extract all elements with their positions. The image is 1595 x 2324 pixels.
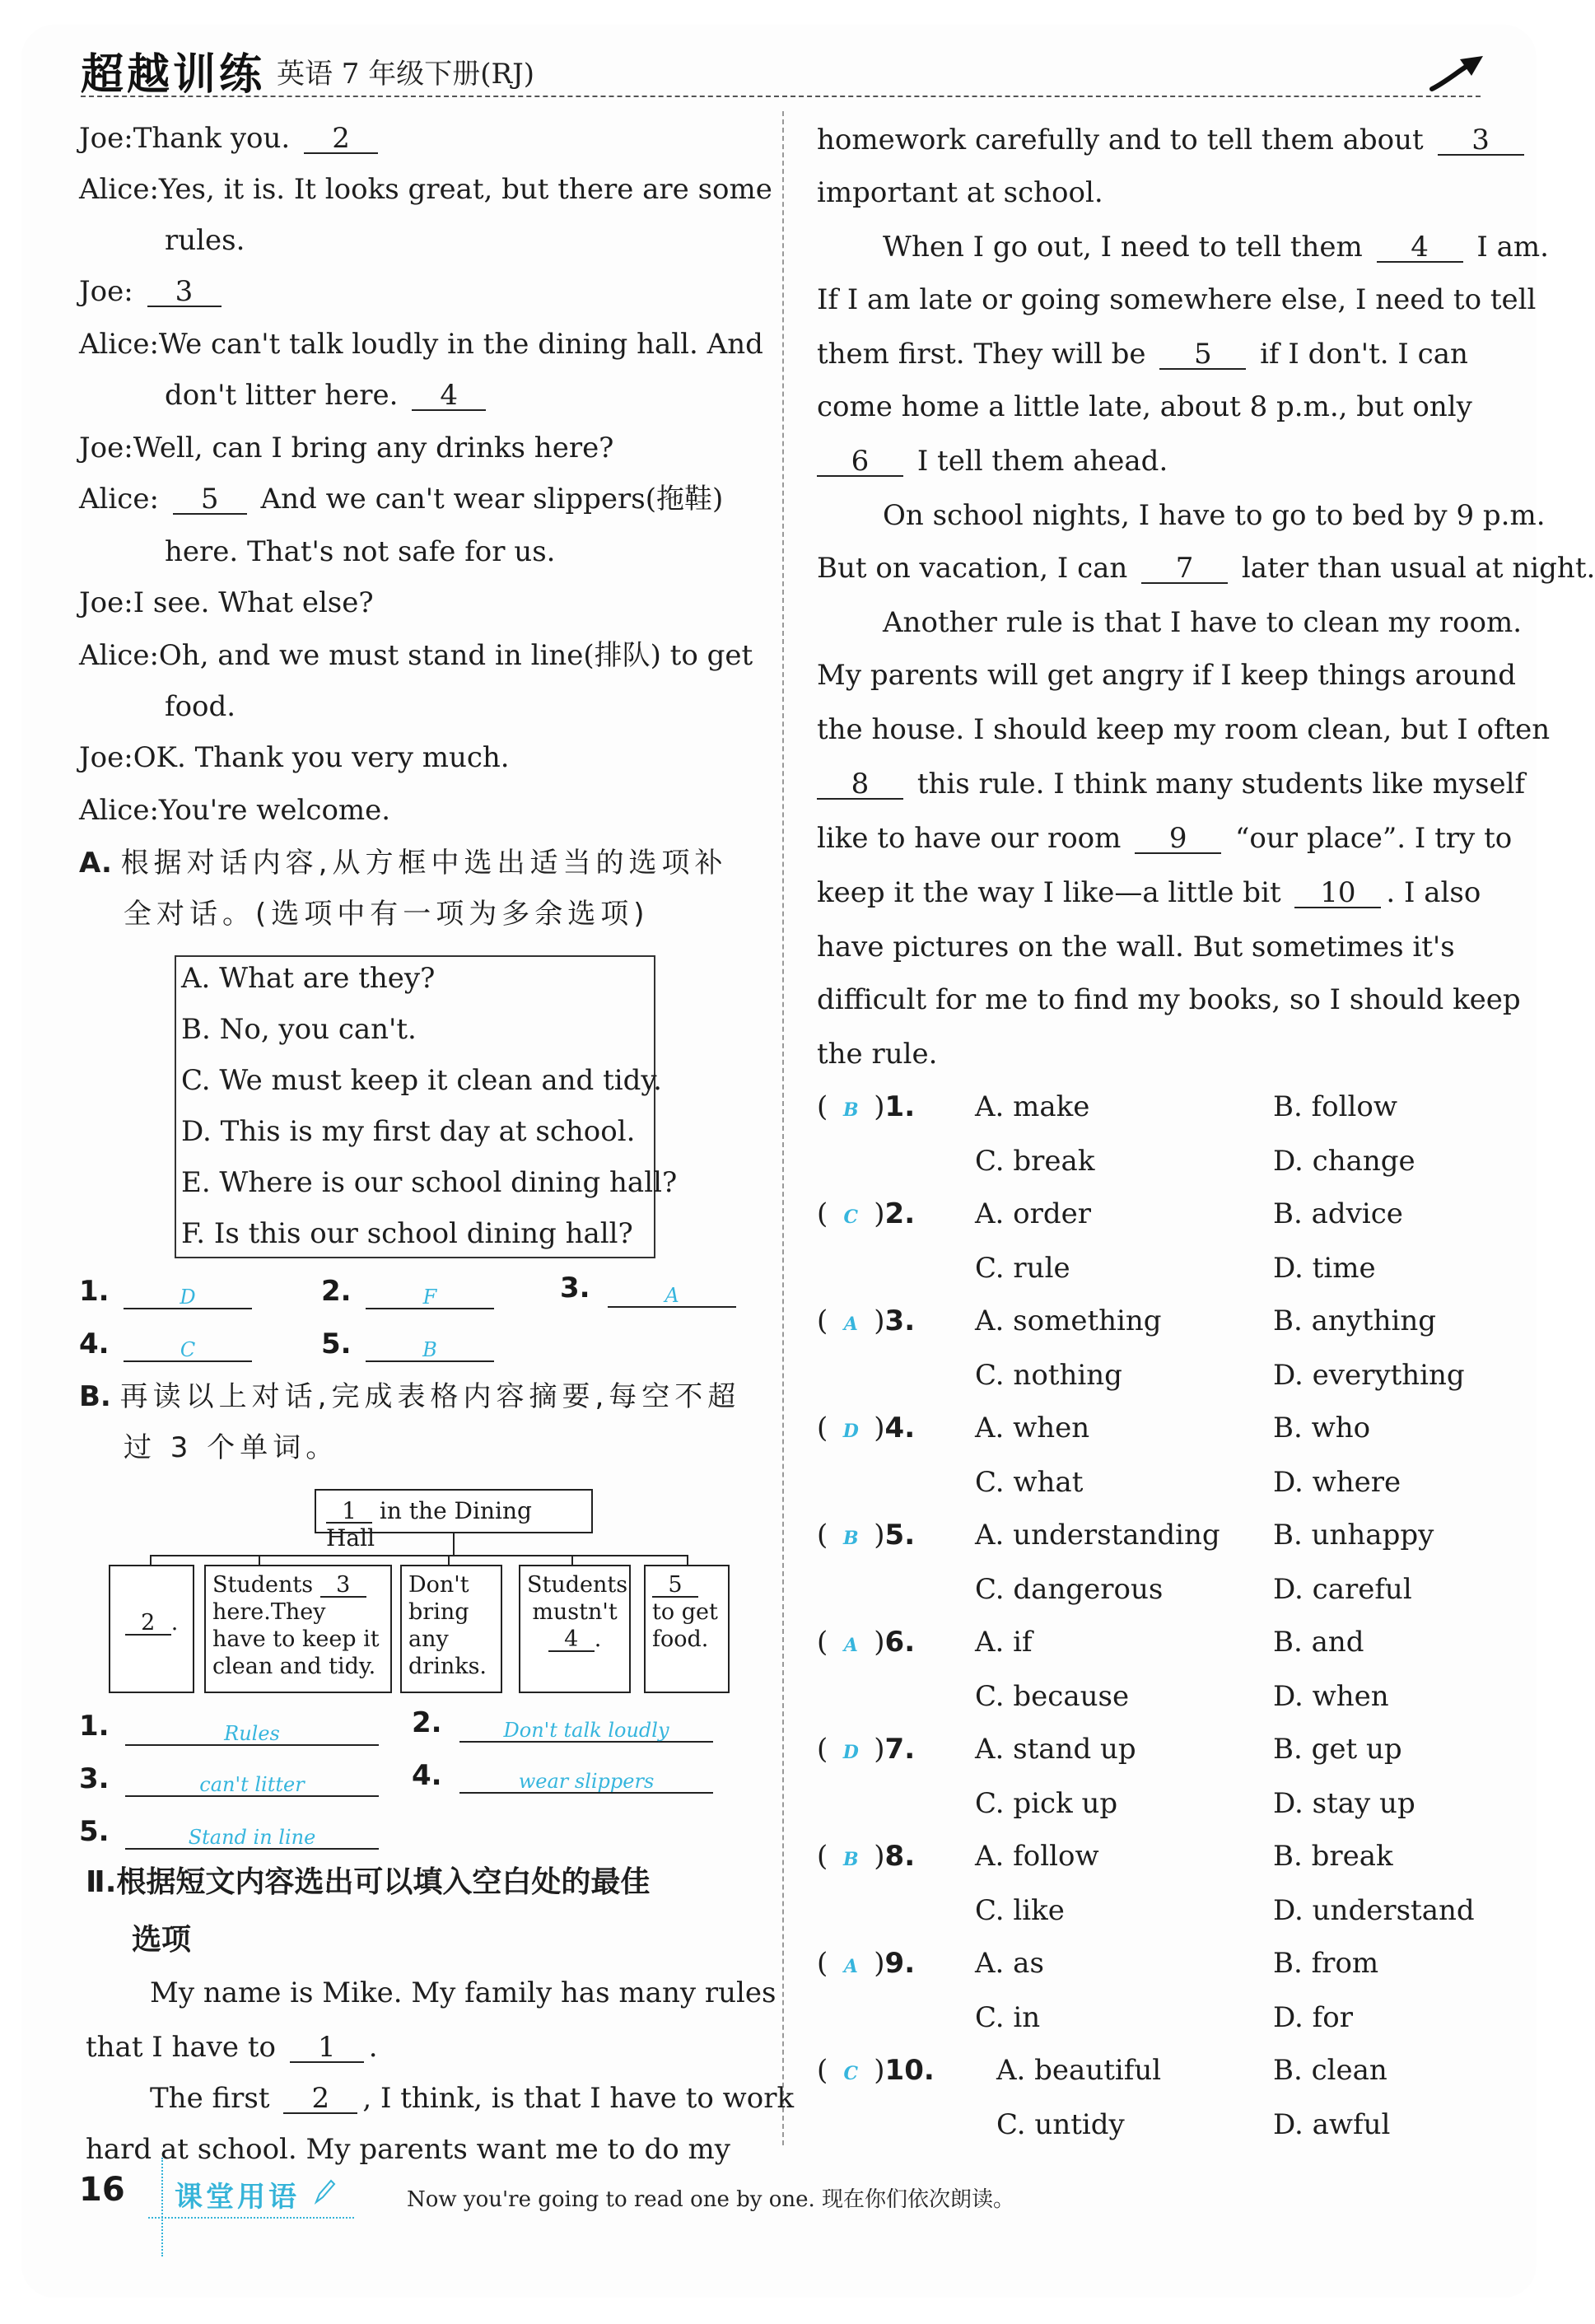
mc-option-b[interactable]: B. get up [1273, 1733, 1402, 1766]
part-a-instruction-cont: 全对话。(选项中有一项为多余选项) [124, 898, 650, 931]
mc-answer[interactable]: B [842, 1099, 859, 1121]
mc-paren: ( [817, 1947, 828, 1980]
passage-left-4: hard at school. My parents want me to do my [86, 2133, 730, 2166]
book-title: 超越训练 [81, 50, 266, 100]
mc-option-c[interactable]: C. in [975, 2001, 1041, 2034]
dialog-line-9: Joe:OK. Thank you very much. [79, 741, 510, 774]
part-b-answer-num-5: 5. [79, 1815, 110, 1848]
passage-right-11: My parents will get angry if I keep things around [817, 659, 1516, 692]
passage-right-12: the house. I should keep my room clean, but I often [817, 713, 1551, 746]
dialog-line-8: Alice:Oh, and we must stand in line(排队) to get [79, 639, 753, 672]
passage-blank-1: 1 [290, 2033, 364, 2063]
part-b-answer-2[interactable]: Don't talk loudly [459, 1711, 713, 1743]
dialog-line-2: Alice:Yes, it is. It looks great, but there are some [79, 173, 772, 206]
mc-paren: ) [874, 2054, 885, 2087]
mc-answer[interactable]: B [842, 1528, 859, 1549]
part-a-answer-2[interactable]: F [366, 1278, 494, 1309]
mc-answer[interactable]: A [843, 1956, 858, 1977]
part-b-answer-4[interactable]: wear slippers [459, 1762, 713, 1794]
passage-blank-3: 3 [1438, 126, 1524, 156]
passage-right-2: important at school. [817, 176, 1103, 209]
mc-paren: ) [874, 1304, 885, 1337]
passage-blank-4: 4 [1377, 233, 1463, 263]
mc-option-b[interactable]: B. break [1273, 1840, 1393, 1873]
mc-paren: ) [874, 1090, 885, 1123]
footer-tag: 课堂用语 [175, 2181, 300, 2214]
mc-question [817, 1304, 915, 1341]
part-b-answer-5[interactable]: Stand in line [125, 1818, 379, 1850]
part-b-answer-num-4: 4. [412, 1759, 442, 1792]
passage-right-17: difficult for me to find my books, so I should keep [817, 983, 1521, 1016]
dialog-line-6: Alice: 5 And we can't wear slippers(拖鞋) [79, 483, 724, 516]
part-a-answer-num-5: 5. [321, 1328, 352, 1360]
mc-question [817, 1090, 915, 1127]
mc-option-b[interactable]: B. clean [1273, 2054, 1387, 2087]
passage-right-4: If I am late or going somewhere else, I need to tell [817, 283, 1537, 316]
passage-left-2: that I have to 1 . [86, 2031, 378, 2064]
mc-option-a[interactable]: A. order [975, 1197, 1092, 1230]
mc-paren: ) [874, 1626, 885, 1659]
mc-option-c[interactable]: C. pick up [975, 1787, 1118, 1820]
mc-option-c[interactable]: C. dangerous [975, 1573, 1164, 1606]
mc-option-d[interactable]: D. where [1273, 1466, 1401, 1499]
mc-answer[interactable]: D [842, 1421, 859, 1442]
passage-right-14: like to have our room 9 “our place”. I try to [817, 822, 1513, 855]
part-a-answer-num-4: 4. [79, 1328, 110, 1360]
mc-option-c[interactable]: C. what [975, 1466, 1084, 1499]
mc-paren: ) [874, 1197, 885, 1230]
column-divider [782, 111, 784, 2145]
passage-right-5: them first. They will be 5 if I don't. I can [817, 338, 1468, 371]
mc-paren: ) [874, 1733, 885, 1766]
mc-answer[interactable]: C [843, 1206, 859, 1228]
part-a-answer-1[interactable]: D [124, 1278, 252, 1309]
dialog-line-4: Alice:We can't talk loudly in the dining hall. And [79, 328, 763, 361]
part-b-instruction-cont: 过 3 个单词。 [124, 1431, 339, 1464]
footer-vertical-divider [161, 2158, 163, 2256]
dialog-line-7: Joe:I see. What else? [79, 586, 374, 619]
option-d: D. This is my first day at school. [181, 1115, 636, 1148]
part-a-answer-num-2: 2. [321, 1275, 352, 1308]
mc-paren: ( [817, 1840, 828, 1873]
options-box [175, 955, 655, 1258]
mc-option-b[interactable]: B. from [1273, 1947, 1379, 1980]
mc-option-d[interactable]: D. for [1273, 2001, 1353, 2034]
mc-option-b[interactable]: B. anything [1273, 1304, 1437, 1337]
mc-paren: ) [874, 1519, 885, 1552]
mc-question [817, 2054, 935, 2090]
part-ii-heading: Ⅱ.根据短文内容选出可以填入空白处的最佳 [86, 1865, 651, 1899]
part-b-answer-num-3: 3. [79, 1762, 110, 1795]
mc-number: 8. [884, 1840, 916, 1873]
mc-option-b[interactable]: B. who [1273, 1412, 1371, 1444]
mc-paren: ( [817, 1304, 828, 1337]
header-divider [81, 96, 1481, 97]
mc-option-d[interactable]: D. change [1273, 1145, 1415, 1178]
part-a-answer-num-3: 3. [560, 1272, 590, 1304]
mc-option-c[interactable]: C. break [975, 1145, 1095, 1178]
mc-option-d[interactable]: D. everything [1273, 1359, 1465, 1392]
mc-option-b[interactable]: B. unhappy [1273, 1519, 1434, 1552]
dialog-line-3: Joe: 3 [79, 275, 226, 308]
dialog-line-10: Alice:You're welcome. [79, 794, 391, 827]
mc-paren: ( [817, 1519, 828, 1552]
blank-3: 3 [147, 278, 222, 307]
mc-answer[interactable]: D [842, 1742, 859, 1763]
mc-option-c[interactable]: C. nothing [975, 1359, 1122, 1392]
mc-number: 2. [884, 1197, 916, 1230]
mc-paren: ) [874, 1840, 885, 1873]
passage-right-13: 8 this rule. I think many students like myself [817, 768, 1525, 800]
mc-option-c[interactable]: C. because [975, 1680, 1130, 1713]
option-f: F. Is this our school dining hall? [181, 1217, 633, 1250]
arrow-icon [1429, 53, 1486, 94]
part-a-answer-5[interactable]: B [366, 1331, 494, 1362]
passage-blank-9: 9 [1135, 824, 1221, 854]
mc-option-a[interactable]: A. something [975, 1304, 1162, 1337]
blank-2: 2 [304, 124, 378, 154]
mc-question [817, 1626, 915, 1662]
page-number: 16 [79, 2171, 125, 2209]
blank-4: 4 [412, 381, 486, 411]
mc-paren: ( [817, 2054, 828, 2087]
mc-option-b[interactable]: B. follow [1273, 1090, 1397, 1123]
diagram-connector [453, 1533, 455, 1555]
mc-option-a[interactable]: A. beautiful [996, 2054, 1162, 2087]
mc-number: 7. [884, 1733, 916, 1766]
passage-right-10: Another rule is that I have to clean my room. [883, 606, 1523, 639]
passage-right-8: On school nights, I have to go to bed by 9 p.m. [883, 499, 1546, 532]
mc-paren: ( [817, 1733, 828, 1766]
blank-5: 5 [173, 485, 247, 515]
passage-blank-2: 2 [283, 2084, 357, 2114]
mc-option-d[interactable]: D. careful [1273, 1573, 1412, 1606]
diagram-top-box: 1 in the Dining Hall [315, 1489, 593, 1533]
mc-option-a[interactable]: A. follow [975, 1840, 1099, 1873]
mc-number: 4. [884, 1412, 916, 1444]
passage-right-1: homework carefully and to tell them about 3 [817, 124, 1529, 156]
passage-left-1: My name is Mike. My family has many rules [150, 1976, 777, 2009]
passage-right-9: But on vacation, I can 7 later than usual at night. [817, 552, 1595, 585]
mc-paren: ( [817, 1626, 828, 1659]
part-a-instruction: A. 根据对话内容,从方框中选出适当的选项补 [79, 847, 728, 880]
part-a-answer-4[interactable]: C [124, 1331, 252, 1362]
mc-question [817, 1412, 915, 1448]
mc-question [817, 1840, 915, 1876]
mc-option-a[interactable]: A. when [975, 1412, 1090, 1444]
book-subtitle: 英语 7 年级下册(RJ) [277, 58, 535, 91]
mc-answer[interactable]: B [842, 1849, 859, 1870]
mc-question [817, 1519, 915, 1555]
diagram-box-4: Students mustn't 4 . [519, 1565, 631, 1693]
mc-paren: ( [817, 1197, 828, 1230]
mc-paren: ( [817, 1090, 828, 1123]
dialog-line-5: Joe:Well, can I bring any drinks here? [79, 432, 614, 464]
part-b-answer-1[interactable]: Rules [125, 1715, 379, 1746]
option-a: A. What are they? [181, 962, 436, 995]
mc-number: 5. [884, 1519, 916, 1552]
part-b-answer-num-1: 1. [79, 1710, 110, 1743]
dialog-line-8-cont: food. [165, 690, 236, 723]
mc-number: 6. [884, 1626, 916, 1659]
mc-option-c[interactable]: C. rule [975, 1252, 1070, 1285]
passage-right-18: the rule. [817, 1038, 938, 1071]
part-a-answer-3[interactable]: A [608, 1276, 736, 1308]
mc-option-a[interactable]: A. stand up [975, 1733, 1136, 1766]
diagram-box-1: 2 . [109, 1565, 194, 1693]
passage-blank-5: 5 [1159, 340, 1246, 370]
footer-underline [148, 2217, 354, 2219]
mc-option-a[interactable]: A. as [975, 1947, 1044, 1980]
mc-option-d[interactable]: D. awful [1273, 2108, 1391, 2141]
mc-option-a[interactable]: A. if [975, 1626, 1033, 1659]
part-ii-heading-cont: 选项 [132, 1923, 192, 1957]
mc-option-c[interactable]: C. untidy [996, 2108, 1125, 2141]
part-a-answer-num-1: 1. [79, 1275, 110, 1308]
passage-right-7: 6 I tell them ahead. [817, 445, 1168, 478]
mc-answer[interactable]: A [843, 1314, 858, 1335]
mc-question [817, 1197, 915, 1234]
mc-option-a[interactable]: A. understanding [975, 1519, 1220, 1552]
dialog-line-4-cont: don't litter here. 4 [165, 379, 491, 412]
mc-number: 1. [884, 1090, 916, 1123]
mc-paren: ( [817, 1412, 828, 1444]
passage-left-3: The first 2 , I think, is that I have to work [150, 2082, 795, 2115]
diagram-branch-line [150, 1555, 687, 1556]
mc-answer[interactable]: A [843, 1635, 858, 1656]
passage-right-3: When I go out, I need to tell them 4 I am. [883, 231, 1549, 264]
mc-option-d[interactable]: D. time [1273, 1252, 1376, 1285]
option-c: C. We must keep it clean and tidy. [181, 1064, 662, 1097]
mc-option-a[interactable]: A. make [975, 1090, 1090, 1123]
mc-option-d[interactable]: D. when [1273, 1680, 1389, 1713]
mc-option-b[interactable]: B. and [1273, 1626, 1364, 1659]
passage-blank-6: 6 [817, 447, 903, 477]
passage-blank-7: 7 [1141, 554, 1228, 584]
option-e: E. Where is our school dining hall? [181, 1166, 678, 1199]
passage-right-6: come home a little late, about 8 p.m., but only [817, 390, 1472, 423]
mc-number: 3. [884, 1304, 916, 1337]
dialog-line-1: Joe:Thank you. 2 [79, 122, 383, 155]
dialog-line-6-cont: here. That's not safe for us. [165, 535, 556, 568]
part-b-instruction: B. 再读以上对话,完成表格内容摘要,每空不超 [79, 1380, 741, 1413]
passage-blank-10: 10 [1294, 879, 1381, 908]
mc-paren: ) [874, 1947, 885, 1980]
part-b-answer-3[interactable]: can't litter [125, 1766, 379, 1797]
mc-option-c[interactable]: C. like [975, 1894, 1065, 1927]
mc-question [817, 1947, 915, 1983]
passage-blank-8: 8 [817, 770, 903, 800]
mc-option-b[interactable]: B. advice [1273, 1197, 1403, 1230]
passage-right-16: have pictures on the wall. But sometimes it's [817, 931, 1455, 964]
option-b: B. No, you can't. [181, 1013, 417, 1046]
pencil-icon [311, 2177, 336, 2205]
mc-question [817, 1733, 915, 1769]
mc-paren: ) [874, 1412, 885, 1444]
diagram-box-5: 5 to get food. [644, 1565, 730, 1693]
mc-answer[interactable]: C [843, 2063, 859, 2084]
passage-right-15: keep it the way I like—a little bit 10 . I also [817, 876, 1481, 909]
diagram-box-2: Students 3 here.They have to keep it clean and tidy. [204, 1565, 392, 1693]
part-b-answer-num-2: 2. [412, 1706, 442, 1739]
mc-number: 10. [884, 2054, 935, 2087]
dialog-line-2-cont: rules. [165, 224, 245, 257]
mc-number: 9. [884, 1947, 916, 1980]
mc-option-d[interactable]: D. understand [1273, 1894, 1475, 1927]
footer-text: Now you're going to read one by one. 现在你们依次朗读。 [407, 2187, 1015, 2212]
diagram-box-3: Don't bring any drinks. [400, 1565, 502, 1693]
mc-option-d[interactable]: D. stay up [1273, 1787, 1415, 1820]
